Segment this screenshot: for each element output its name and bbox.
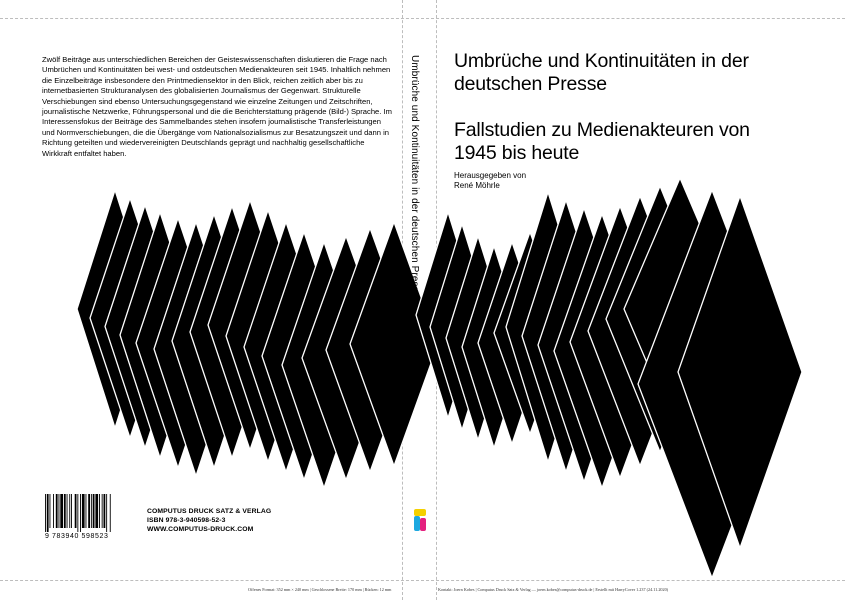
print-contact-info: Kontakt: Joern Kobes | Computus Druck Satz & Verlag — joern.kobes@computus-druck.de | Erstellt mit HarryCover 1.237 (24.11.2020) (438, 587, 669, 592)
barcode-bar (69, 494, 70, 528)
isbn-barcode (43, 494, 139, 532)
barcode-bar (104, 494, 106, 528)
barcode-bar (60, 494, 63, 528)
barcode-bar (99, 494, 100, 528)
back-cover-blurb: Zwölf Beiträge aus unterschiedlichen Bereichen der Geisteswissenschaften diskutieren die Frage nach Umbrüchen und Kontinuitäten bei west- und ostdeutschen Medienakteuren seit 1945. Inhaltlich nehmen die Einzelbeiträge insbesondere den Printmediensektor in den Blick, reichen zeitlich aber bis zu internetbasierten Strukturanalysen des globalisierten Journalismus der Gegenwart. Strukturelle Verschiebungen sind ebenso Untersuchungsgegenstand wie einzelne Zeitungen und Zeitschriften, journalistische Netzwerke, Führungspersonal und die die Berichterstattung prägende (Bild-) Sprache. Im Interessensfokus der Beiträge des Sammelbandes stehen insofern journalistische Transferleistungen und Normverschiebungen, die die Übergänge vom Nationalsozialismus zur Besatzungszeit und dann in Richtung geteilten und wiedervereinigten Deutschlands geprägt und nachhaltig gesellschaftliche Wirkkraft entfaltet haben. (42, 55, 392, 158)
publisher-info (147, 507, 271, 534)
book-subtitle-line-2: 1945 bis heute (454, 142, 580, 164)
barcode-bar (71, 494, 72, 528)
front-cover-title-block (454, 50, 794, 165)
barcode-bar (106, 494, 107, 532)
book-subtitle (454, 119, 794, 165)
barcode-bar (47, 494, 49, 532)
barcode-bar (53, 494, 54, 528)
barcode-bar (64, 494, 66, 528)
publisher-website: WWW.COMPUTUS-DRUCK.COM (147, 526, 254, 533)
barcode-bar (110, 494, 111, 532)
editor-label: Herausgegeben von (454, 171, 527, 180)
book-title-line-2: deutschen Presse (454, 73, 607, 95)
book-title (454, 50, 794, 96)
publisher-isbn: ISBN 978-3-940598-52-3 (147, 517, 226, 524)
barcode-bar (56, 494, 58, 528)
editor-name: René Möhrle (454, 181, 500, 190)
barcode-bar (93, 494, 95, 528)
back-cover-diamond-pattern (77, 190, 438, 488)
front-cover-diamond-pattern (416, 178, 802, 578)
barcode-bar (45, 494, 46, 532)
barcode-bar (75, 494, 77, 528)
barcode-bar (67, 494, 68, 528)
barcode-bar (82, 494, 85, 528)
barcode-bar (91, 494, 92, 528)
barcode-digits: 9 783940 598523 (45, 533, 109, 540)
publisher-logo-icon (414, 509, 426, 531)
publisher-name: COMPUTUS DRUCK SATZ & VERLAG (147, 508, 272, 515)
book-title-line-1: Umbrüche und Kontinuitäten in der (454, 50, 749, 72)
barcode-bar (86, 494, 87, 528)
barcode-bar (59, 494, 60, 528)
barcode-bar (80, 494, 81, 532)
print-format-info: Offenes Format: 352 mm × 240 mm | Geschlossene Breite: 170 mm | Rücken: 12 mm (248, 587, 392, 592)
spine-title: Umbrüche und Kontinuitäten in der deutschen Presse (409, 55, 420, 298)
barcode-bar (102, 494, 103, 528)
barcode-bar (88, 494, 90, 528)
barcode-bar (50, 494, 51, 528)
barcode-bar (95, 494, 98, 528)
barcode-bar (77, 494, 78, 532)
book-subtitle-line-1: Fallstudien zu Medienakteuren von (454, 119, 750, 141)
